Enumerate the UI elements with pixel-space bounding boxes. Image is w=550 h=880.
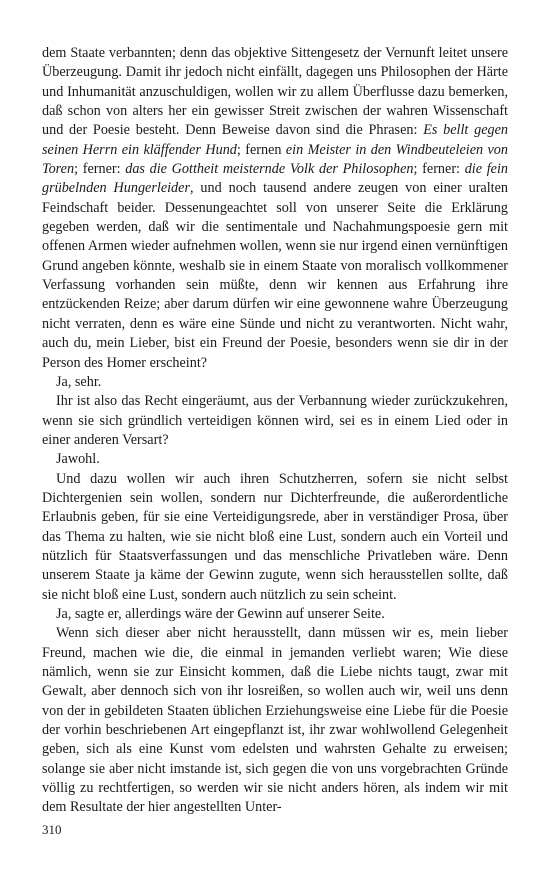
paragraph [42,470,508,605]
text-run: Ja, sehr. [56,373,102,390]
paragraph [42,624,508,817]
text-run: Jawohl. [56,451,100,468]
text-run: ; ferner: [413,161,465,178]
page-number: 310 [42,822,62,837]
quoted-phrase: das die Gottheit meisternde Volk der Philosophen [125,161,414,178]
paragraph [42,392,508,450]
quoted-phrase: ein Meister in den Windbeuteleien von Toren [42,141,508,178]
paragraph [42,605,508,624]
paragraph [42,373,508,392]
text-run: Wenn sich dieser aber nicht herausstellt, dann müssen wir es, mein lieber Freund, machen wie die, die einmal in jemanden verliebt waren; Wie diese nämlich, wenn sie zur Einsicht kommen, daß die Liebe nichts taugt, zwar mit Gewalt, aber dennoch sich von ihr losreißen, so wollen auch wir, weil uns denn von der in gebildeten Staaten üblichen Erziehungsweise eine Liebe für die Poesie der vorhin beschriebenen Art eingepflanzt ist, ihr zwar wohlwollend Gelegenheit geben, sich als eine Kunst vom edelsten und wahrsten Gehalte zu erweisen; solange sie aber nicht imstande ist, sich gegen die von uns vorgebrachten Gründe völlig zu rechtfertigen, so werden wir sie nicht anders hören, als indem wir mit dem Resultate der hier angestellten Unter- [42,625,508,816]
quoted-phrase: Es bellt gegen seinen Herrn ein kläffender Hund [42,122,509,158]
text-run: Und dazu wollen wir auch ihren Schutzherren, sofern sie nicht selbst Dichtergenien sein wollen, sondern nur Dichterfreunde, die außerordentliche Erlaubnis geben, für sie eine Verteidigungsrede, aber in verständiger Prosa, über das Thema zu halten, wie sie nicht bloß eine Lust, sondern auch ein Vorteil und nützlich für Staatsverfassungen und das menschliche Privatleben wäre. Denn unserem Staate ja käme der Gewinn zugute, wenn sich herausstellen sollte, daß sie nicht bloß eine Lust, sondern auch nützlich zu sein scheint. [42,470,508,603]
quoted-phrase: die fein grübelnden Hungerleider [42,161,508,197]
text-run: ; ferner: [74,161,126,178]
text-run: ; fernen [236,141,286,158]
text-run: Ja, sagte er, allerdings wäre der Gewinn auf unserer Seite. [56,605,385,622]
paragraph [42,44,508,373]
text-run: , und noch tausend andere zeugen von einer uralten Feindschaft beider. Dessenungeachtet soll von unserer Seite die Erklärung gegeben werden, daß wir die sentimentale und Nachahmungspoesie gern mit offenen Armen wieder aufnehmen wollen, wenn sie nur irgend einen vernünftigen Grund angeben könnte, weshalb sie in einem Staate von moralisch vollkommener Verfassung vorhanden sein müßte, denn wir kennen aus Erfahrung ihre entzückenden Reize; aber darum dürfen wir eine gewonnene wahre Überzeugung nicht verraten, denn es wäre eine Sünde und nicht zu verantworten. Nicht wahr, auch du, mein Lieber, bist ein Freund der Poesie, besonders wenn sie dir in der Person des Homer erscheint? [42,180,508,371]
text-run: Ihr ist also das Recht eingeräumt, aus der Verbannung wieder zurückzukehren, wenn sie sich gründlich verteidigen können wird, sei es in einem Lied oder in einer anderen Versart? [42,393,508,448]
page-body [42,44,508,818]
text-run: dem Staate verbannten; denn das objektive Sittengesetz der Vernunft leitet unsere Überzeugung. Damit ihr jedoch nicht einfällt, dagegen uns Philosophen der Härte und Inhumanität anzuschuldigen, wollen wir zu allem Überflusse dazu bemerken, daß schon von alters her ein gewisser Streit zwischen der wahren Wissenschaft und der Poesie besteht. Denn Beweise davon sind die Phrasen: [42,45,508,139]
paragraph [42,450,508,469]
